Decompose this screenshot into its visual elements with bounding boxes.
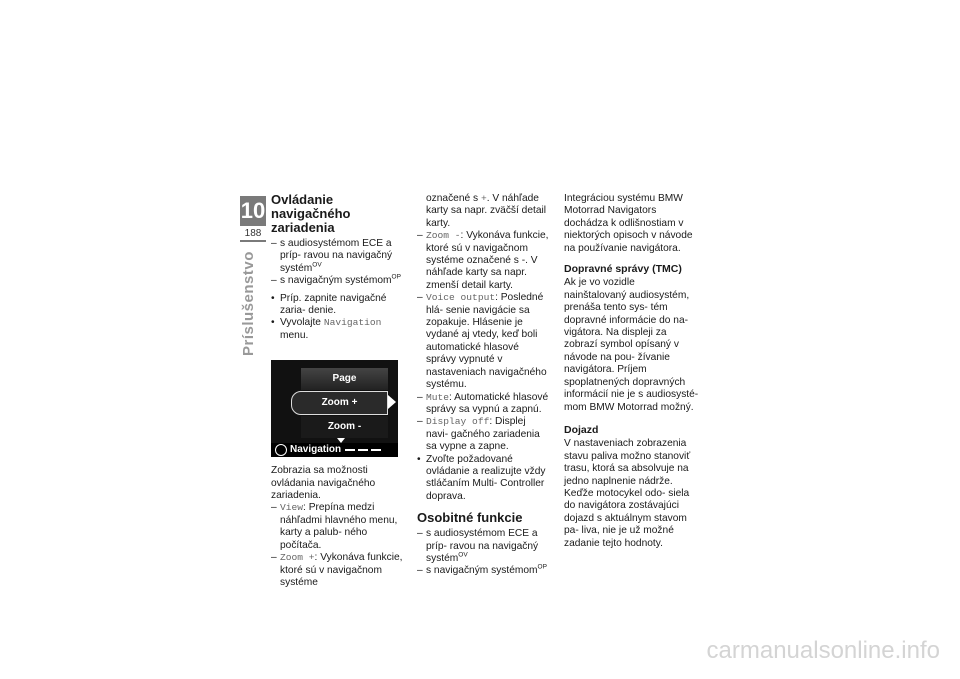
subsection-heading: Dopravné správy (TMC) xyxy=(564,263,682,276)
chapter-tab xyxy=(240,196,266,242)
selection-arrow-icon xyxy=(388,395,396,409)
paragraph: Ak je vo vozidle nainštalovaný audiosystém, prenáša tento sys- tém dopravné informácie do na- vigátora. Na displeji za zobrazí symbol opísaný v návode na pou- žívanie navigátora. Príjem spoplatnených dopravných informácií nie je s audiosysté- mom BMW Motorrad možný. xyxy=(564,277,699,413)
divider xyxy=(240,240,266,242)
page-number: 188 xyxy=(244,228,262,239)
option-item: – Voice output: Posledné hlá- senie navigácie sa zopakuje. Hlásenie je vydané aj vtedy, keď boli automatické hlasové správy vypnuté v nastaveniach navigačného systému. xyxy=(417,292,547,391)
column-3 xyxy=(564,193,699,550)
paragraph: Integráciou systému BMW Motorrad Navigators dochádza k odlišnostiam v niektorých opisoch v návode na používanie navigátora. xyxy=(564,193,693,254)
option-item: – Mute: Automatické hlasové správy sa vypnú a zapnú. xyxy=(417,391,549,415)
screen-footer xyxy=(271,443,398,457)
section-heading: Ovládanie navigačného zariadenia xyxy=(271,192,351,235)
option-item: – Zoom +: Vykonáva funkcie, ktoré sú v navigačnom systéme xyxy=(271,552,403,588)
option-item: – Zoom -: Vykonáva funkcie, ktoré sú v navigačnom systéme označené s -. V náhľade karty sa napr. zmenší detail karty. xyxy=(417,230,549,291)
paragraph: Zobrazia sa možnosti ovládania navigačného zariadenia. xyxy=(271,465,376,502)
chapter-title: Príslušenstvo xyxy=(240,251,257,356)
watermark: carmanualsonline.info xyxy=(706,637,940,664)
requirement-item: – s navigačným systémom$^{OP}$ xyxy=(417,563,547,577)
navigation-icon xyxy=(275,444,287,456)
menu-item-zoom-out: Zoom - xyxy=(301,416,388,438)
column-2 xyxy=(417,193,550,578)
step-item: • Zvoľte požadované ovládanie a realizujte vždy stláčaním Multi- Controller doprava. xyxy=(417,453,546,502)
page-indicator xyxy=(345,449,384,451)
option-continuation: označené s +. V náhľade karty sa napr. zväčší detail karty. xyxy=(426,193,547,229)
menu-item-zoom-in: Zoom + xyxy=(291,391,388,415)
chapter-number: 10 xyxy=(240,196,266,226)
requirement-item: – s navigačným systémom$^{OP}$ xyxy=(271,273,401,287)
subsection-heading: Dojazd xyxy=(564,423,599,436)
step-item: • Príp. zapnite navigačné zaria- denie. xyxy=(271,292,387,317)
requirement-item: – s audiosystémom ECE a príp- ravou na navigačný systém$^{OV}$ xyxy=(271,238,393,274)
option-item: – Display off: Displej navi- gačného zariadenia sa vypne a zapne. xyxy=(417,416,540,453)
step-item: • Vyvolajte Navigation menu. xyxy=(271,317,382,341)
column-1 xyxy=(271,193,404,589)
option-item: – View: Prepína medzi náhľadmi hlavného menu, karty a palub- ného počítača. xyxy=(271,502,398,551)
footer-label: Navigation xyxy=(290,444,342,456)
menu-item-page: Page xyxy=(301,368,388,390)
section-heading: Osobitné funkcie xyxy=(417,510,523,526)
requirement-item: – s audiosystémom ECE a príp- ravou na navigačný systém$^{OV}$ xyxy=(417,528,539,564)
navigation-menu-screenshot xyxy=(271,360,398,457)
paragraph: V nastaveniach zobrazenia stavu paliva možno stanoviť trasu, ktorá sa absolvuje na jedno naplnenie nádrže. Keďže motocykel odo- siela do navigátora zostávajúci dojazd s aktuálnym stavom pa- liva, nie je už možné zadanie tejto hodnoty. xyxy=(564,438,691,549)
